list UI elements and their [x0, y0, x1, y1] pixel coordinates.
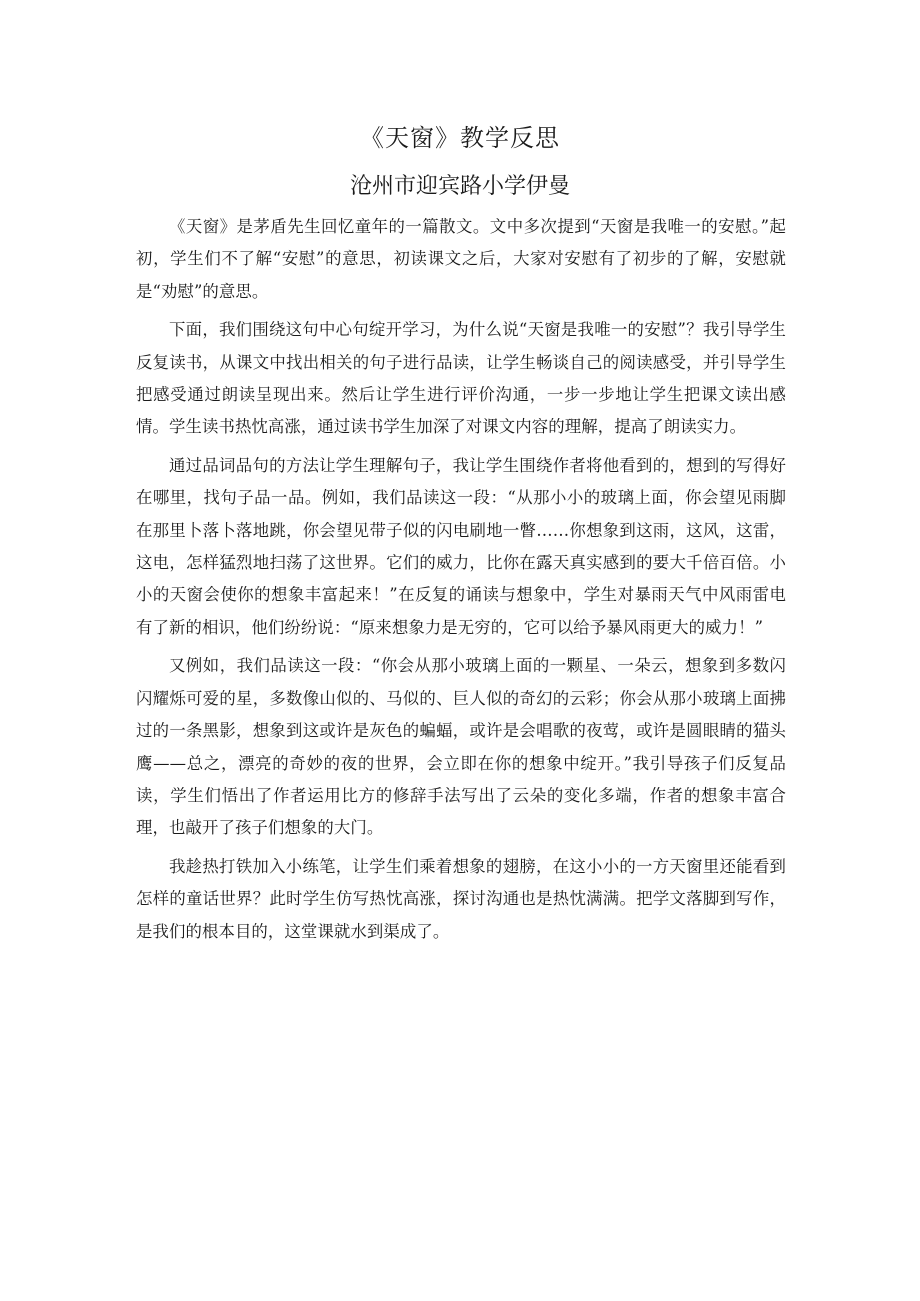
paragraph: 我趁热打铁加入小练笔，让学生们乘着想象的翅膀，在这小小的一方天窗里还能看到怎样的童话世界？此时学生仿写热忱高涨，探讨沟通也是热忱满满。把学文落脚到写作，是我们的根本目的，这堂课就水到渠成了。	[136, 856, 786, 941]
paragraph: 又例如，我们品读这一段：“你会从那小玻璃上面的一颗星、一朵云，想象到多数闪闪耀烁可爱的星，多数像山似的、马似的、巨人似的奇幻的云彩；你会从那小玻璃上面拂过的一条黑影，想象到这或许是灰色的蝙蝠，或许是会唱歌的夜莺，或许是圆眼睛的猫头鹰——总之，漂亮的奇妙的夜的世界，会立即在你的想象中绽开。”我引导孩子们反复品读，学生们悟出了作者运用比方的修辞手法写出了云朵的变化多端，作者的想象丰富合理，也敲开了孩子们想象的大门。	[136, 656, 786, 838]
paragraph: 《天窗》是茅盾先生回忆童年的一篇散文。文中多次提到“天窗是我唯一的安慰。”起初，学生们不了解“安慰”的意思，初读课文之后，大家对安慰有了初步的了解，安慰就是“劝慰”的意思。	[136, 217, 786, 301]
paragraph: 通过品词品句的方法让学生理解句子，我让学生围绕作者将他看到的，想到的写得好在哪里，找句子品一品。例如，我们品读这一段：“从那小小的玻璃上面，你会望见雨脚在那里卜落卜落地跳，你会望见带子似的闪电刷地一瞥……你想象到这雨，这风，这雷，这电，怎样猛烈地扫荡了这世界。它们的威力，比你在露天真实感到的要大千倍百倍。小小的天窗会使你的想象丰富起来！”在反复的诵读与想象中，学生对暴雨天气中风雨雷电有了新的相识，他们纷纷说：“原来想象力是无穷的，它可以给予暴风雨更大的威力！”	[136, 455, 786, 637]
document-body	[136, 211, 786, 954]
author-line: 沧州市迎宾路小学伊曼	[349, 174, 570, 199]
document-title: 《天窗》教学反思	[360, 124, 560, 152]
paragraph: 下面，我们围绕这句中心句绽开学习，为什么说“天窗是我唯一的安慰”？我引导学生反复读书，从课文中找出相关的句子进行品读，让学生畅谈自己的阅读感受，并引导学生把感受通过朗读呈现出来。然后让学生进行评价沟通，一步一步地让学生把课文读出感情。学生读书热忱高涨，通过读书学生加深了对课文内容的理解，提高了朗读实力。	[136, 320, 786, 437]
